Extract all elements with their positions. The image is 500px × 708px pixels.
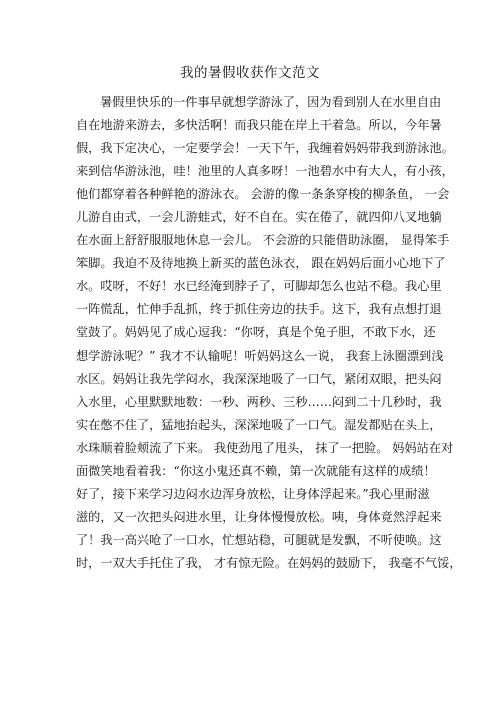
text-line: 好了，接下来学习边闷水边浑身放松，让身体浮起来。”我心里耐滋 <box>76 486 430 501</box>
text-line: 他们都穿着各种鲜艳的游泳衣。 会游的像一条条穿梭的柳条鱼， 一会 <box>76 187 450 202</box>
text-line: 在水面上舒舒服服地休息一会儿。 不会游的只能借助泳圈， 显得笨手 <box>76 233 450 248</box>
text-line: 想学游泳呢？” 我才不认输呢！听妈妈这么一说， 我套上泳圈漂到浅 <box>76 348 444 363</box>
text-line: 来到信华游泳池，哇！池里的人真多呀！一池碧水中有大人，有小孩， <box>76 164 454 179</box>
text-line: 假，我下定决心，一定要学会！一天下午，我缠着妈妈带我到游泳池。 <box>76 141 454 156</box>
text-line: 自在地游来游去，多快活啊！而我只能在岸上干着急。所以，今年暑 <box>76 118 442 133</box>
text-line: 堂鼓了。妈妈见了成心逗我：“你呀，真是个兔子胆，不敢下水，还 <box>76 325 436 340</box>
text-line: 时，一双大手托住了我， 才有惊无险。在妈妈的鼓励下， 我毫不气馁， <box>76 555 462 570</box>
document-body <box>76 91 462 575</box>
text-line: 了！我一高兴呛了一口水，忙想站稳，可腿就是发飘，不听使唤。这 <box>76 532 442 547</box>
text-line: 一阵慌乱，忙伸手乱抓，终于抓住旁边的扶手。这下，我有点想打退 <box>76 302 442 317</box>
document-title: 我的暑假收获作文范文 <box>180 65 320 81</box>
text-line: 儿游自由式，一会儿游蛙式，好不自在。实在倦了，就四仰八叉地躺 <box>76 210 442 225</box>
text-line: 暑假里快乐的一件事早就想学游泳了，因为看到别人在水里自由 <box>100 95 442 109</box>
text-line: 入水里，心里默默地数：一秒、两秒、三秒……闷到二十几秒时，我 <box>76 394 442 409</box>
text-line: 水珠顺着脸颊流了下来。 我使劲甩了甩头， 抹了一把脸。 妈妈站在对 <box>76 440 454 455</box>
text-line: 实在憋不住了，猛地抬起头，深深地吸了一口气。湿发都贴在头上， <box>76 417 442 432</box>
text-line: 水。哎呀，不好！水已经淹到脖子了，可脚却怎么也站不稳。我心里 <box>76 279 442 294</box>
text-line: 面微笑地看着我：“你这小鬼还真不赖，第一次就能有这样的成绩！ <box>76 463 436 478</box>
text-line: 水区。妈妈让我先学闷水，我深深地吸了一口气，紧闭双眼，把头闷 <box>76 371 442 386</box>
text-line: 滋的，又一次把头闷进水里，让身体慢慢放松。咦，身体竟然浮起来 <box>76 509 442 524</box>
text-line: 笨脚。我迫不及待地换上新买的蓝色泳衣， 跟在妈妈后面小心地下了 <box>76 256 446 271</box>
